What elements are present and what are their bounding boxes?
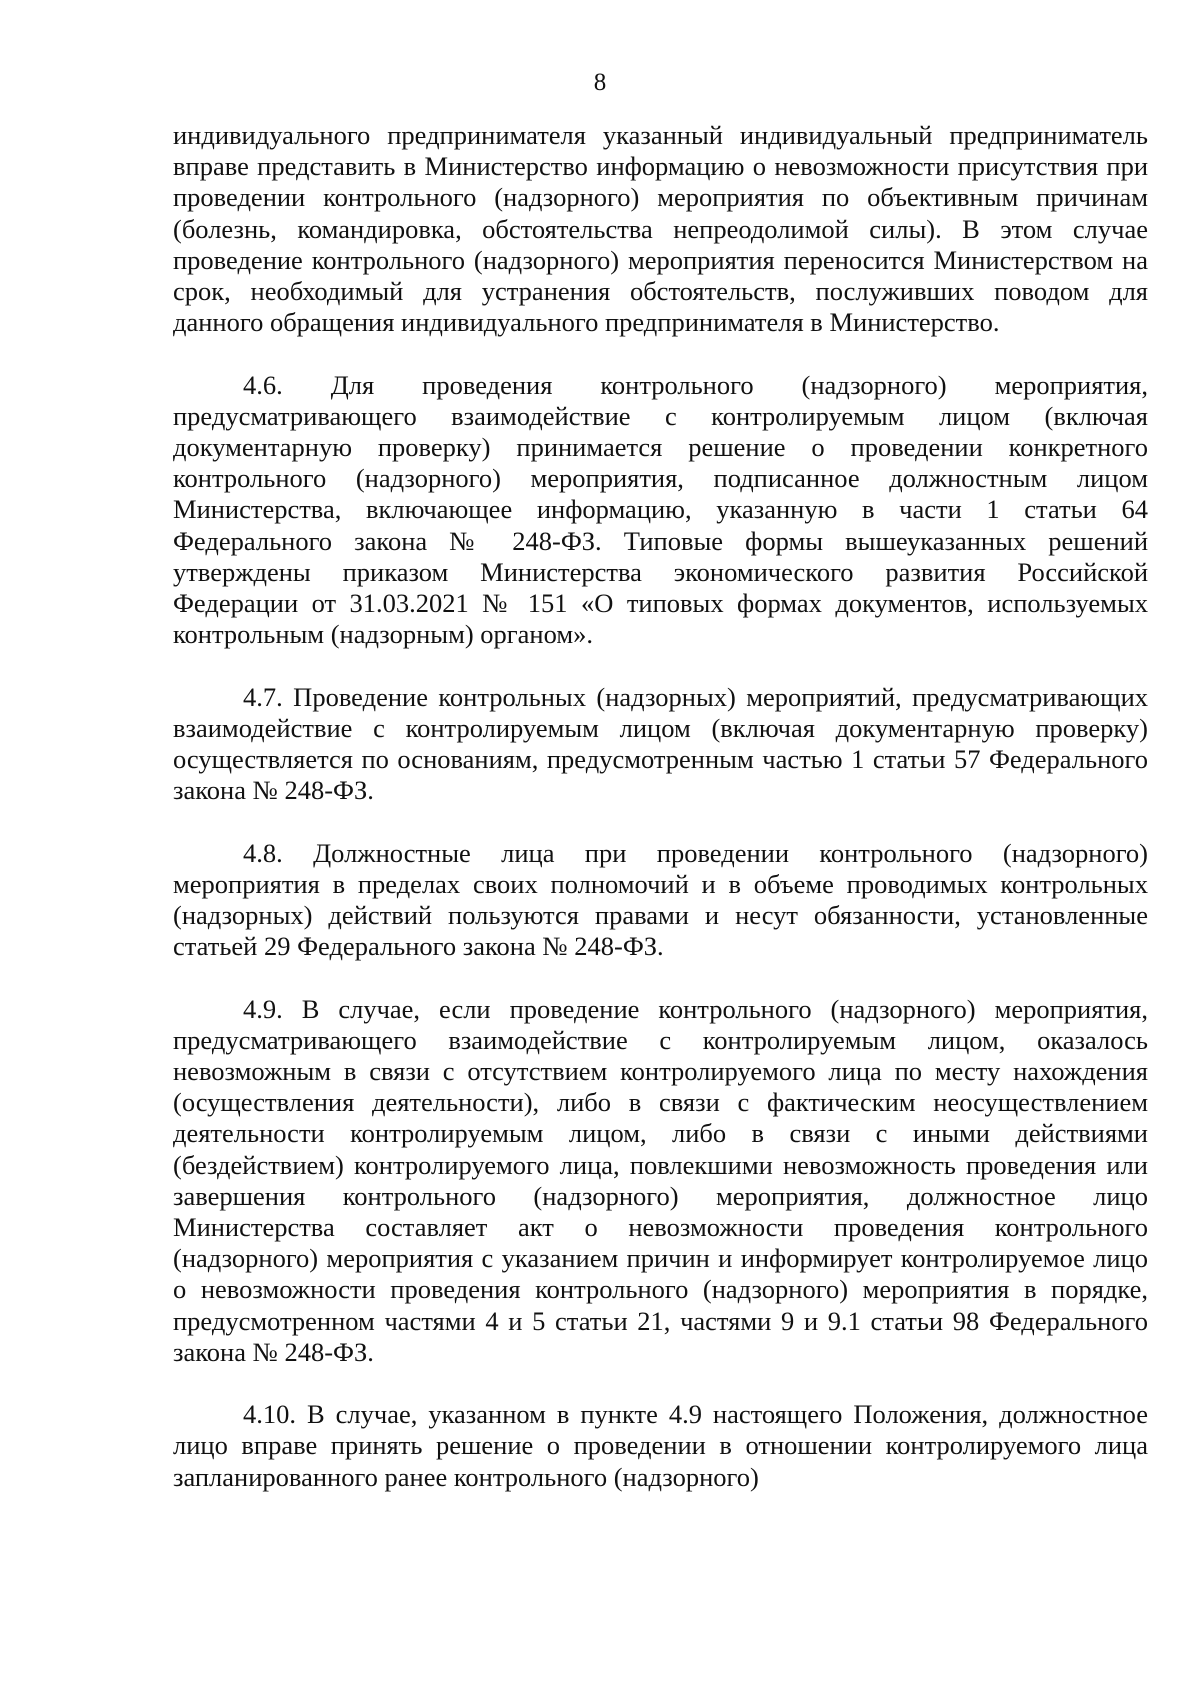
paragraph-continuation: индивидуального предпринимателя указанный индивидуальный предприниматель вправе представить в Министерство информацию о невозможности присутствия при проведении контрольного (надзорного) мероприятия по объективным причинам (болезнь, командировка, обстоятельства непреодолимой силы). В этом случае проведение контрольного (надзорного) мероприятия переносится Министерством на срок, необходимый для устранения обстоятельств, послуживших поводом для данного обращения индивидуального предпринимателя в Министерство. <box>173 120 1148 338</box>
page-number: 8 <box>593 69 607 96</box>
paragraph-4-8: 4.8. Должностные лица при проведении контрольного (надзорного) мероприятия в пределах своих полномочий и в объеме проводимых контрольных (надзорных) действий пользуются правами и несут обязанности, установленные статьей 29 Федерального закона № 248-ФЗ. <box>173 837 1148 962</box>
paragraph-4-6: 4.6. Для проведения контрольного (надзорного) мероприятия, предусматривающего взаимодействие с контролируемым лицом (включая документарную проверку) принимается решение о проведении конкретного контрольного (надзорного) мероприятия, подписанное должностным лицом Министерства, включающее информацию, указанную в части 1 статьи 64 Федерального закона № 248-ФЗ. Типовые формы вышеуказанных решений утверждены приказом Министерства экономического развития Российской Федерации от 31.03.2021 № 151 «О типовых формах документов, используемых контрольным (надзорным) органом». <box>173 369 1148 650</box>
paragraph-4-9: 4.9. В случае, если проведение контрольного (надзорного) мероприятия, предусматривающего взаимодействие с контролируемым лицом, оказалось невозможным в связи с отсутствием контролируемого лица по месту нахождения (осуществления деятельности), либо в связи с фактическим неосуществлением деятельности контролируемым лицом, либо в связи с иными действиями (бездействием) контролируемого лица, повлекшими невозможность проведения или завершения контрольного (надзорного) мероприятия, должностное лицо Министерства составляет акт о невозможности проведения контрольного (надзорного) мероприятия с указанием причин и информирует контролируемое лицо о невозможности проведения контрольного (надзорного) мероприятия в порядке, предусмотренном частями 4 и 5 статьи 21, частями 9 и 9.1 статьи 98 Федерального закона № 248-ФЗ. <box>173 993 1148 1367</box>
paragraph-4-7: 4.7. Проведение контрольных (надзорных) мероприятий, предусматривающих взаимодействие с контролируемым лицом (включая документарную проверку) осуществляется по основаниям, предусмотренным частью 1 статьи 57 Федерального закона № 248-ФЗ. <box>173 681 1148 806</box>
paragraph-4-10: 4.10. В случае, указанном в пункте 4.9 настоящего Положения, должностное лицо вправе принять решение о проведении в отношении контролируемого лица запланированного ранее контрольного (надзорного) <box>173 1399 1148 1492</box>
document-body <box>173 120 1148 1493</box>
